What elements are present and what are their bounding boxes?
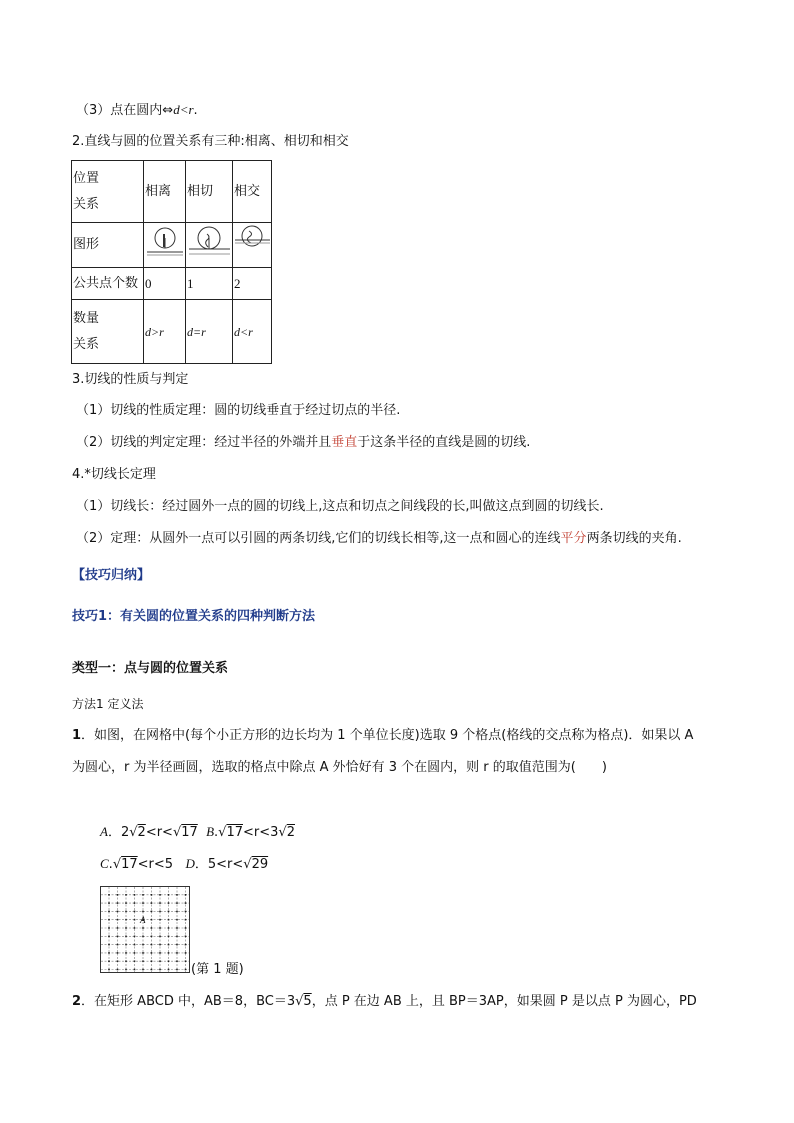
table-cell: 1 — [186, 268, 233, 300]
question-1-options-ab: A．2√2<r<√17 B.√17<r<3√2 — [100, 824, 295, 840]
table-cell — [144, 223, 186, 268]
table-cell — [233, 223, 272, 268]
separate-circle-figure — [145, 223, 185, 257]
table-cell: d<r — [233, 300, 272, 364]
table-cell: d>r — [144, 300, 186, 364]
method1-title: 方法1 定义法 — [72, 697, 144, 711]
highlight-text: 垂直 — [331, 435, 358, 450]
section2-title: 2.直线与圆的位置关系有三种:相离、相切和相交 — [72, 134, 349, 149]
item-number: （3） — [76, 103, 111, 118]
figure-caption: (第 1 题) — [191, 962, 244, 977]
table-cell: 2 — [233, 268, 272, 300]
point-in-circle-line: （3）点在圆内⇔d<r. — [76, 102, 198, 118]
section4-paragraph: （1）切线长：经过圆外一点的圆的切线上,这点和切点之间线段的长,叫做这点到圆的切线长. — [76, 499, 604, 514]
table-cell: 相交 — [233, 161, 272, 223]
section3-paragraph: （2）切线的判定定理：经过半径的外端并且垂直于这条半径的直线是圆的切线. — [76, 435, 531, 450]
section4-paragraph: （2）定理：从圆外一点可以引圆的两条切线,它们的切线长相等,这一点和圆心的连线平分两条切线的夹角. — [76, 531, 682, 546]
item-expression: d<r — [173, 102, 194, 117]
table-cell: 0 — [144, 268, 186, 300]
section3-paragraph: （1）切线的性质定理：圆的切线垂直于经过切点的半径. — [76, 403, 401, 418]
option-c-label: C — [100, 856, 109, 871]
highlight-text: 平分 — [560, 531, 587, 546]
item-text: 点在圆内⇔ — [110, 103, 174, 118]
table-row — [72, 300, 272, 364]
table-cell — [186, 223, 233, 268]
question-1-line1: 1．如图，在网格中(每个小正方形的边长均为 1 个单位长度)选取 9 个格点(格线的交点称为格点)．如果以 A — [72, 728, 694, 743]
table-cell: 位置 关系 — [72, 161, 144, 223]
point-a-label: A — [140, 915, 146, 925]
table-row — [72, 223, 272, 268]
section3-title: 3.切线的性质与判定 — [72, 372, 189, 387]
grid-figure — [100, 886, 192, 974]
section4-title: 4.*切线长定理 — [72, 467, 156, 482]
question-1-options-cd: C.√17<r<5 D．5<r<√29 — [100, 856, 269, 872]
table-cell: 相切 — [186, 161, 233, 223]
option-a-label: A — [100, 824, 108, 839]
tangent-circle-figure — [187, 223, 232, 257]
skills-header: 【技巧归纳】 — [72, 568, 151, 583]
intersect-circle-figure — [234, 223, 271, 257]
type1-title: 类型一：点与圆的位置关系 — [72, 661, 229, 676]
table-cell: 相离 — [144, 161, 186, 223]
table-row — [72, 268, 272, 300]
option-d-label: D — [185, 856, 195, 871]
question-2-line1: 2．在矩形 ABCD 中，AB＝8，BC＝3√5，点 P 在边 AB 上，且 BP＝3AP，如果圆 P 是以点 P 为圆心，PD — [72, 994, 697, 1009]
skill1-title: 技巧1：有关圆的位置关系的四种判断方法 — [72, 609, 316, 624]
table-cell: 图形 — [72, 223, 144, 268]
question-number: 2 — [72, 994, 82, 1009]
table-cell: d=r — [186, 300, 233, 364]
table-cell: 数量 关系 — [72, 300, 144, 364]
question-number: 1 — [72, 728, 82, 743]
option-b-label: B — [206, 824, 215, 839]
table-cell: 公共点个数 — [72, 268, 144, 300]
table-row — [72, 161, 272, 223]
line-circle-relation-table — [71, 160, 272, 364]
question-1-line2: 为圆心，r 为半径画圆，选取的格点中除点 A 外恰好有 3 个在圆内，则 r 的取值范围为( ) — [72, 760, 607, 775]
